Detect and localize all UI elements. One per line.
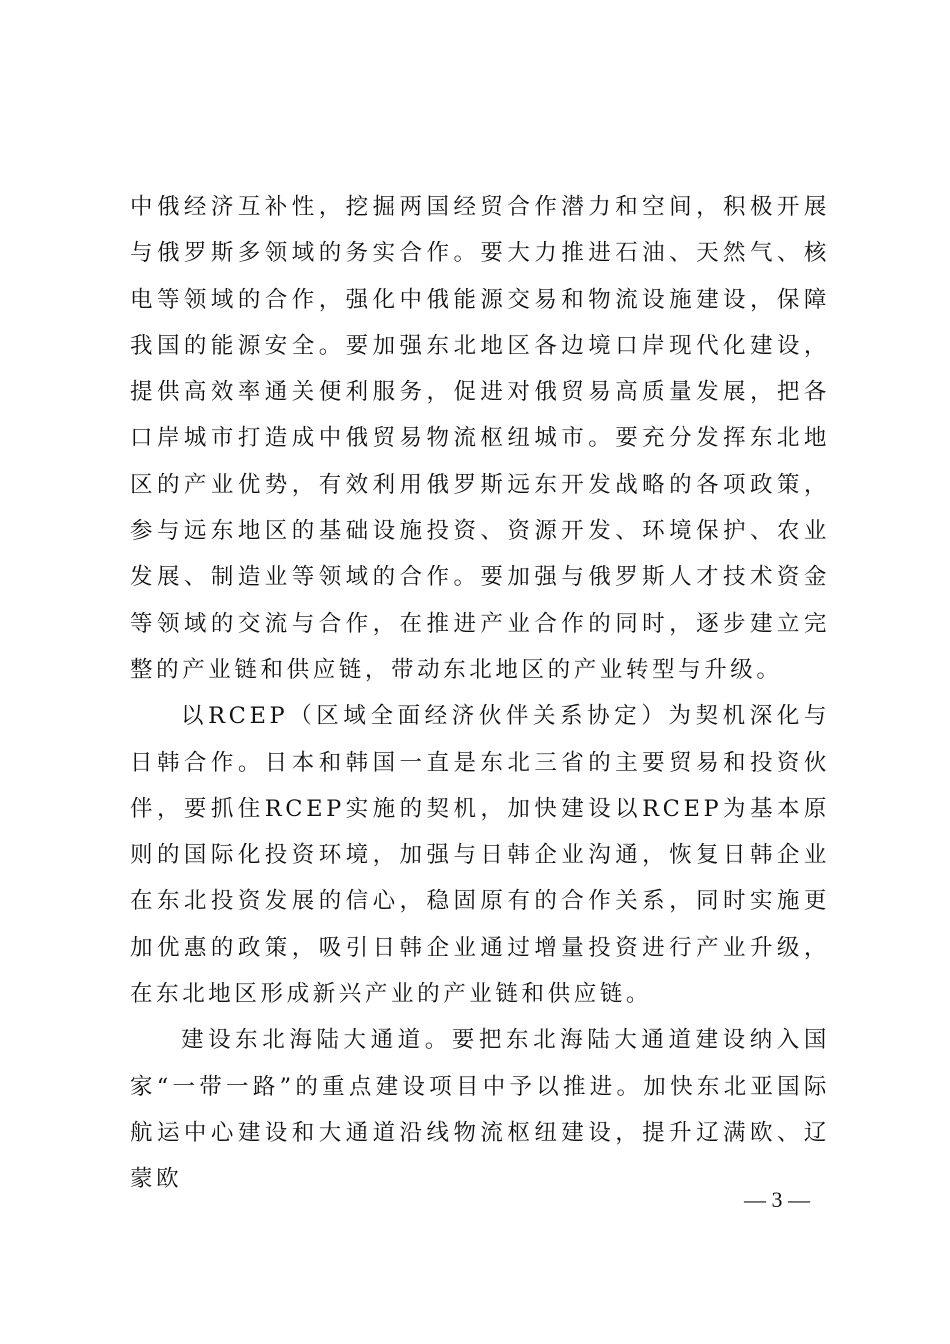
page-number: — 3 — bbox=[744, 1187, 810, 1212]
paragraph-land-sea-corridor: 建设东北海陆大通道。要把东北海陆大通道建设纳入国家“一带一路”的重点建设项目中予以推进。加快东北亚国际航运中心建设和大通道沿线物流枢纽建设，提升辽满欧、辽蒙欧 bbox=[130, 1027, 830, 1193]
body-text bbox=[130, 184, 830, 1203]
paragraph-rcep-japan-korea: 以RCEP（区域全面经济伙伴关系协定）为契机深化与日韩合作。日本和韩国一直是东北三省的主要贸易和投资伙伴，要抓住RCEP实施的契机，加快建设以RCEP为基本原则的国际化投资环境，加强与日韩企业沟通，恢复日韩企业在东北投资发展的信心，稳固原有的合作关系，同时实施更加优惠的政策，吸引日韩企业通过增量投资进行产业升级，在东北地区形成新兴产业的产业链和供应链。 bbox=[130, 703, 830, 1008]
paragraph-russia-cooperation: 中俄经济互补性，挖掘两国经贸合作潜力和空间，积极开展与俄罗斯多领域的务实合作。要大力推进石油、天然气、核电等领域的合作，强化中俄能源交易和物流设施建设，保障我国的能源安全。要加强东北地区各边境口岸现代化建设，提供高效率通关便利服务，促进对俄贸易高质量发展，把各口岸城市打造成中俄贸易物流枢纽城市。要充分发挥东北地区的产业优势，有效利用俄罗斯远东开发战略的各项政策，参与远东地区的基础设施投资、资源开发、环境保护、农业发展、制造业等领域的合作。要加强与俄罗斯人才技术资金等领域的交流与合作，在推进产业合作的同时，逐步建立完整的产业链和供应链，带动东北地区的产业转型与升级。 bbox=[130, 194, 830, 683]
